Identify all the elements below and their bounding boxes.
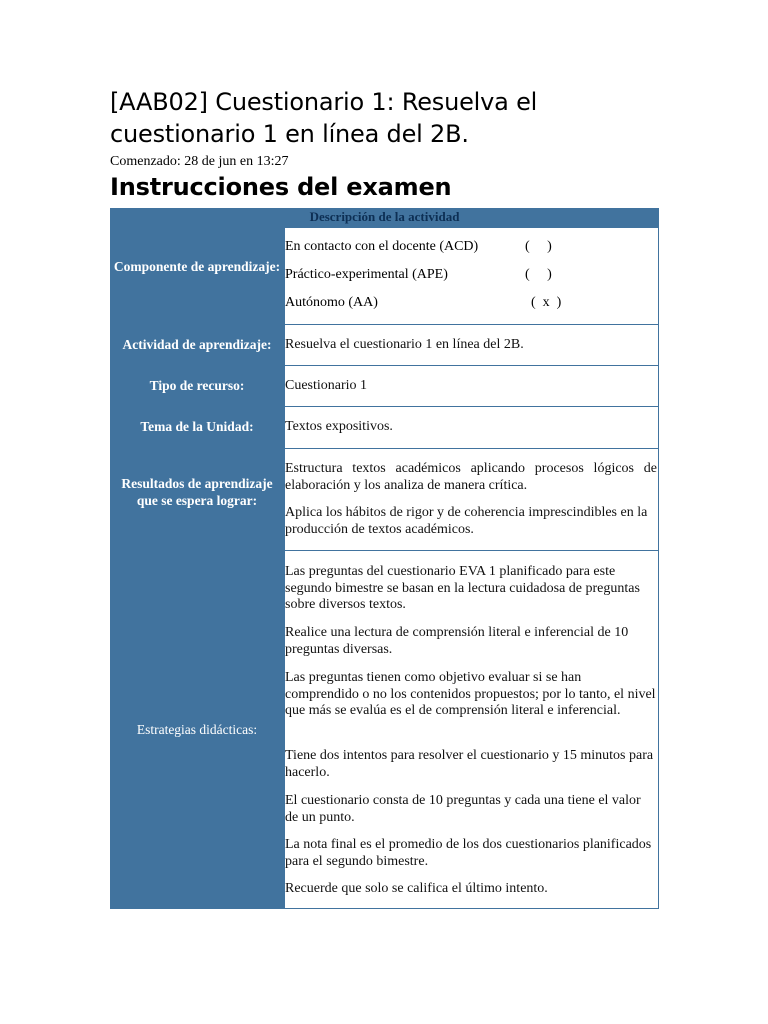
table-header [110, 208, 659, 227]
tipo-recurso-value: Cuestionario 1 [285, 378, 368, 393]
actividad-label: Actividad de aprendizaje: [122, 337, 272, 352]
estrategia-item: Realice una lectura de comprensión literal e inferencial de 10 preguntas diversas. [285, 625, 629, 657]
componente-label: Componente de aprendizaje: [113, 259, 281, 274]
option-aa-mark: ( x ) [531, 295, 562, 310]
estrategias-label: Estrategias didácticas: [136, 722, 258, 737]
resultados-label: Resultados de aprendizaje que se espera lograr: [121, 476, 273, 508]
resultados-item: Estructura textos académicos aplicando procesos lógicos de elaboración y los analiza de manera crítica. [285, 461, 657, 493]
estrategia-item: El cuestionario consta de 10 preguntas y cada una tiene el valor de un punto. [285, 793, 641, 825]
estrategia-item: Tiene dos intentos para resolver el cuestionario y 15 minutos para hacerlo. [285, 748, 654, 780]
tema-value: Textos expositivos. [285, 419, 393, 434]
option-acd-label: En contacto con el docente (ACD) [285, 239, 479, 254]
row-divider [284, 324, 659, 325]
row-divider [284, 406, 659, 407]
estrategia-item: La nota final es el promedio de los dos cuestionarios planificados para el segundo bimestre. [285, 837, 652, 869]
row-divider [284, 448, 659, 449]
estrategia-item: Recuerde que solo se califica el último intento. [285, 881, 548, 896]
table-header-label: Descripción de la actividad [309, 209, 460, 224]
tema-label: Tema de la Unidad: [140, 419, 254, 434]
page-title: [AAB02] Cuestionario 1: Resuelva el cuestionario 1 en línea del 2B. [110, 88, 538, 148]
option-ape-mark: ( ) [525, 267, 552, 282]
row-divider [284, 550, 659, 551]
estrategia-item: Las preguntas tienen como objetivo evaluar si se han comprendido o no los contenidos propuestos; por lo tanto, el nivel que más se evalúa es el de comprensión literal e inferencial. [285, 670, 656, 718]
resultados-item: Aplica los hábitos de rigor y de coherencia imprescindibles en la producción de textos académicos. [285, 505, 648, 537]
option-aa-label: Autónomo (AA) [285, 295, 378, 310]
tipo-recurso-label: Tipo de recurso: [149, 378, 245, 393]
row-divider [284, 365, 659, 366]
table-label-column [110, 227, 284, 909]
exam-instructions-heading: Instrucciones del examen [110, 173, 452, 201]
option-acd-mark: ( ) [525, 239, 552, 254]
option-ape-label: Práctico-experimental (APE) [285, 267, 448, 282]
estrategia-item: Las preguntas del cuestionario EVA 1 planificado para este segundo bimestre se basan en la lectura cuidadosa de preguntas sobre diversos textos. [285, 564, 640, 612]
started-timestamp: Comenzado: 28 de jun en 13:27 [110, 154, 289, 169]
actividad-value: Resuelva el cuestionario 1 en línea del 2B. [285, 337, 524, 352]
